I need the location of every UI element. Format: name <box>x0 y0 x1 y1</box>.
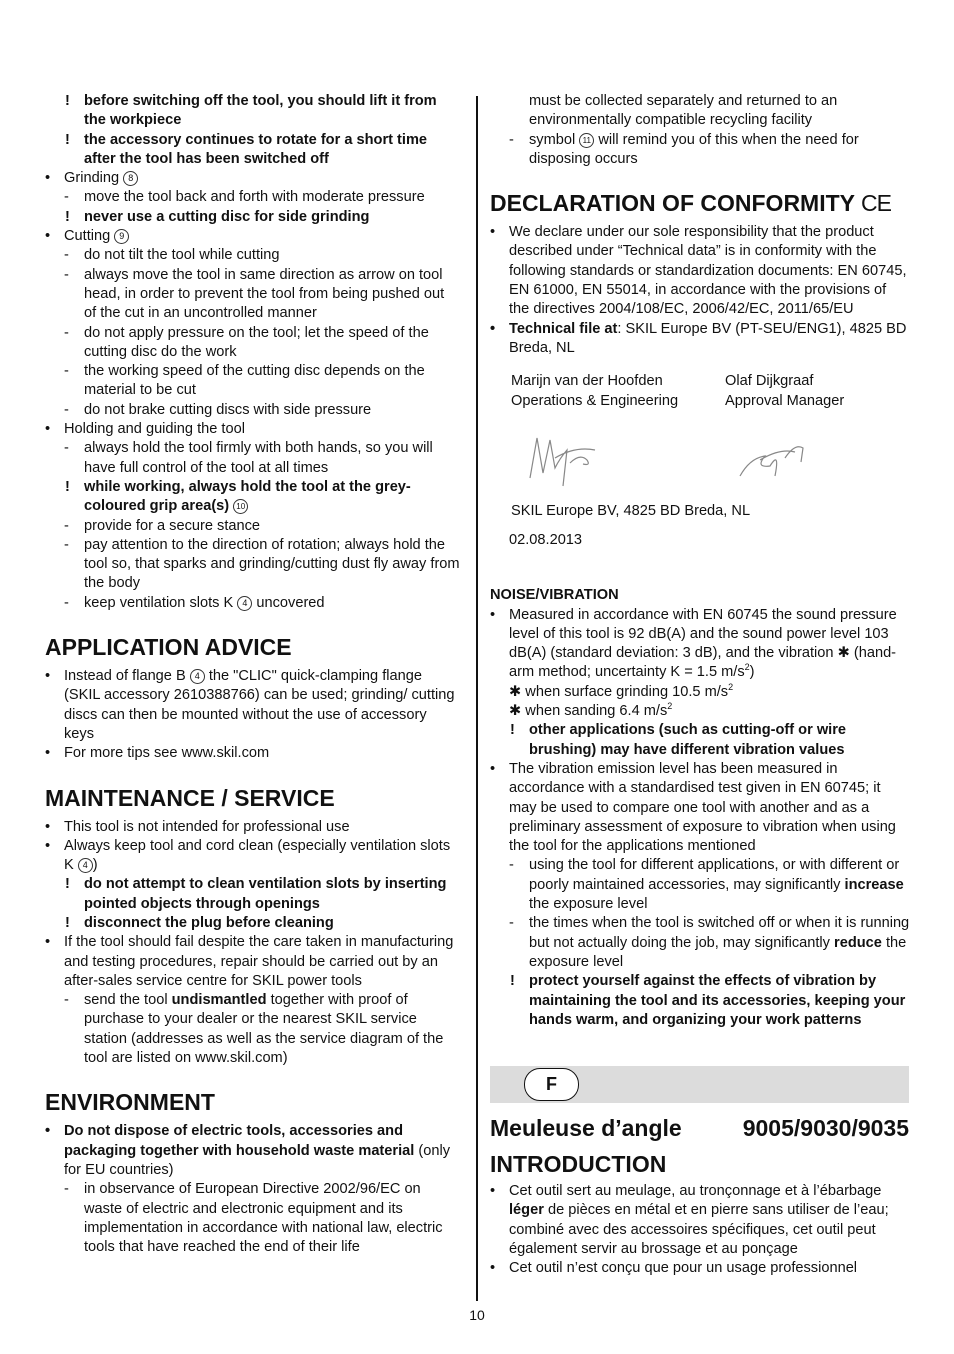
item-text: (hand-arm method; uncertainty K = 1.5 m/s <box>509 645 897 681</box>
item-text: do not tilt the tool while cutting <box>84 247 280 264</box>
bullet-mark: • <box>45 170 51 187</box>
item-text: ) <box>92 857 98 874</box>
emphasis-text: Do not dispose of electric tools, accessories and packaging together with household waste material <box>64 1123 415 1159</box>
item-text: when sanding 6.4 m/s <box>525 703 668 720</box>
bullet-mark: • <box>490 320 496 337</box>
signature-1-icon <box>525 428 600 493</box>
emphasis-text: undismantled <box>171 992 267 1009</box>
warning-mark: ! <box>65 914 70 931</box>
item-text: the working speed of the cutting disc depends on the material to be cut <box>84 363 425 399</box>
product-name: Meuleuse d’angle <box>490 1115 682 1141</box>
dash-mark: - <box>509 131 514 148</box>
dash-item <box>45 991 460 1068</box>
bullet-mark: • <box>490 606 496 623</box>
dash-item <box>45 1180 460 1257</box>
item-text: Grinding <box>64 170 120 187</box>
emphasis-text: reduce <box>834 934 882 951</box>
warning-text: the accessory continues to rotate for a short time after the tool has been switched off <box>84 131 428 167</box>
circled-reference: 9 <box>114 229 129 244</box>
dash-item <box>45 439 460 478</box>
dash-mark: - <box>64 363 69 380</box>
item-text: pay attention to the direction of rotation; always hold the tool so, that sparks and grinding/cutting dust fly away from the body <box>84 536 460 592</box>
item-text: in observance of European Directive 2002/96/EC on waste of electric and electronic equipment and its implementation in accordance with national law, electric tools that have reached the end of their life <box>84 1181 443 1256</box>
warning-item <box>45 875 460 914</box>
item-text: using the tool for different applications, or with different or poorly maintained accessories, may significantly <box>529 857 900 893</box>
item-text: keep ventilation slots K <box>84 594 234 611</box>
item-text: do not apply pressure on the tool; let the speed of the cutting disc do the work <box>84 324 429 360</box>
bullet-mark: • <box>45 837 51 854</box>
bullet-mark: • <box>490 760 496 777</box>
item-text: will remind you of this when the need for disposing occurs <box>529 131 859 167</box>
warning-text: disconnect the plug before cleaning <box>84 914 334 931</box>
item-text: when surface grinding 10.5 m/s <box>525 683 729 700</box>
item-text: move the tool back and forth with moderate pressure <box>84 189 425 206</box>
bullet-item <box>45 667 460 744</box>
circled-reference: 4 <box>237 596 252 611</box>
dash-item <box>45 324 460 363</box>
bullet-mark: • <box>45 745 51 762</box>
bullet-item-grinding <box>45 169 460 188</box>
product-title <box>490 1112 909 1144</box>
section-heading-environment: ENVIRONMENT <box>45 1089 215 1116</box>
warning-text: never use a cutting disc for side grinding <box>84 208 370 225</box>
emphasis-text: increase <box>844 876 904 893</box>
bullet-item <box>45 818 460 837</box>
signature-company: SKIL Europe BV, 4825 BD Breda, NL <box>511 503 751 520</box>
warning-mark: ! <box>65 876 70 893</box>
warning-item <box>45 92 460 131</box>
bullet-item <box>490 606 910 683</box>
bullet-mark: • <box>45 421 51 438</box>
dash-mark: - <box>64 594 69 611</box>
dash-mark: - <box>64 992 69 1009</box>
signatory-2 <box>725 372 844 411</box>
warning-mark: ! <box>510 722 515 739</box>
item-text: For more tips see www.skil.com <box>64 745 270 762</box>
bullet-item <box>490 1182 909 1259</box>
dash-item <box>45 594 460 613</box>
dash-item <box>45 517 460 536</box>
bullet-item <box>490 320 910 359</box>
dash-mark: - <box>64 1181 69 1198</box>
heading-text: DECLARATION OF CONFORMITY <box>490 190 855 217</box>
bullet-mark: • <box>45 1123 51 1140</box>
left-column <box>45 92 460 1257</box>
item-text: Cet outil n’est conçu que pour un usage professionnel <box>509 1260 858 1277</box>
signatory-name: Olaf Dijkgraaf <box>725 373 814 390</box>
emphasis-text: Technical file at <box>509 320 618 337</box>
bullet-item <box>45 933 460 991</box>
page-number: 10 <box>469 1307 485 1323</box>
item-text: always move the tool in same direction as arrow on tool head, in order to prevent the tool from being pushed out of the cut in an uncontrolled manner <box>84 266 445 322</box>
signatory-1 <box>511 372 678 411</box>
asterisk-icon: ✱ <box>509 703 522 720</box>
dash-mark: - <box>64 517 69 534</box>
french-section <box>490 1112 909 1278</box>
vibration-line <box>490 702 910 721</box>
bullet-mark: • <box>45 818 51 835</box>
dash-mark: - <box>64 324 69 341</box>
asterisk-icon: ✱ <box>837 645 850 662</box>
bullet-mark: • <box>45 668 51 685</box>
dash-item <box>490 856 910 914</box>
item-text: always hold the tool firmly with both hands, so you will have full control of the tool at all times <box>84 440 433 476</box>
item-text: Holding and guiding the tool <box>64 421 245 438</box>
signatory-role: Operations & Engineering <box>511 392 679 409</box>
item-text: the exposure level <box>529 896 648 913</box>
item-text: If the tool should fail despite the care taken in manufacturing and testing procedures, repair should be carried out by an after-sales service centre for SKIL power tools <box>64 934 454 989</box>
item-text: provide for a secure stance <box>84 517 261 534</box>
signature-block <box>490 358 910 582</box>
item-text: Measured in accordance with EN 60745 the sound pressure level of this tool is 92 dB(A) and the sound power level 103 dB(A) (standard deviation: 3 dB), and the vibration <box>509 606 897 662</box>
item-text: the times when the tool is switched off or when it is running but not actually doing the job, may significantly <box>529 915 910 951</box>
bullet-item <box>490 223 910 319</box>
language-badge: F <box>524 1068 579 1101</box>
superscript: 2 <box>667 701 673 712</box>
signature-date: 02.08.2013 <box>509 532 583 549</box>
dash-item <box>490 131 910 170</box>
section-heading-maintenance: MAINTENANCE / SERVICE <box>45 784 335 811</box>
continued-text <box>490 92 910 131</box>
dash-item <box>490 914 910 972</box>
item-text: (only for EU countries) <box>64 1142 451 1178</box>
dash-item <box>45 536 460 594</box>
vibration-line <box>490 683 910 702</box>
item-text: uncovered <box>256 594 325 611</box>
warning-mark: ! <box>65 131 70 148</box>
item-text: must be collected separately and returned to an environmentally compatible recycling facility <box>529 93 838 129</box>
item-text: do not brake cutting discs with side pressure <box>84 401 372 418</box>
dash-item <box>45 246 460 265</box>
item-text: ) <box>749 664 755 681</box>
signatory-role: Approval Manager <box>725 392 845 409</box>
product-model: 9005/9030/9035 <box>742 1115 909 1141</box>
warning-text: other applications (such as cutting-off or wire brushing) may have different vibration values <box>529 722 847 758</box>
item-text: together with proof of purchase to your dealer or the nearest SKIL service station (addresses as well as the service diagram of the tool are listed on www.skil.com) <box>84 992 444 1067</box>
item-text: the exposure level <box>529 934 907 970</box>
superscript: 2 <box>744 662 750 673</box>
dash-mark: - <box>509 915 514 932</box>
warning-item <box>45 478 460 517</box>
circled-reference: 4 <box>78 858 93 873</box>
warning-text: protect yourself against the effects of vibration by maintaining the tool and its accessories, keeping your hands warm, and organizing your work patterns <box>529 973 906 1028</box>
item-text: We declare under our sole responsibility that the product described under “Technical data” is in conformity with the following standards or standardization documents: EN 60745, EN 61000, EN 55014, in accordance with the provisions of the directives 2004/108/EC, 2006/42/EC, 2011/65/EU <box>509 224 907 318</box>
section-heading-introduction: INTRODUCTION <box>490 1151 667 1177</box>
warning-item <box>45 131 460 170</box>
dash-item <box>45 188 460 207</box>
bullet-item <box>490 760 910 856</box>
item-text: the "CLIC" quick-clamping flange (SKIL accessory 2610388766) can be used; grinding/ cutting discs can then be mounted without the use of accessory keys <box>64 668 455 742</box>
circled-reference: 11 <box>579 133 594 148</box>
item-text: Instead of flange B <box>64 668 186 685</box>
warning-text: while working, always hold the tool at the grey-coloured grip area(s) <box>84 478 411 515</box>
warning-mark: ! <box>510 973 515 990</box>
warning-text: do not attempt to clean ventilation slots by inserting pointed objects through openings <box>84 876 447 912</box>
warning-mark: ! <box>65 208 70 225</box>
bullet-mark: • <box>45 934 51 951</box>
circled-reference: 8 <box>123 171 138 186</box>
circled-reference: 4 <box>190 669 205 684</box>
dash-item <box>45 362 460 401</box>
ce-mark-icon: CE <box>860 190 891 217</box>
item-text: Cutting <box>64 228 111 245</box>
bullet-mark: • <box>490 224 496 241</box>
bullet-item <box>45 837 460 876</box>
bullet-item <box>45 1122 460 1180</box>
warning-item <box>45 914 460 933</box>
bullet-mark: • <box>45 228 51 245</box>
warning-text: before switching off the tool, you should lift it from the workpiece <box>84 93 437 129</box>
circled-reference: 10 <box>233 499 248 514</box>
item-text: This tool is not intended for professional use <box>64 818 350 835</box>
dash-mark: - <box>64 440 69 457</box>
section-heading-noise: NOISE/VIBRATION <box>490 587 619 604</box>
dash-item <box>45 401 460 420</box>
item-text: send the tool <box>84 992 168 1009</box>
warning-item <box>45 208 460 227</box>
dash-mark: - <box>64 536 69 553</box>
bullet-mark: • <box>490 1183 496 1199</box>
bullet-mark: • <box>490 1260 496 1277</box>
warning-item <box>490 972 910 1030</box>
emphasis-text: léger <box>509 1202 544 1219</box>
dash-mark: - <box>64 401 69 418</box>
bullet-item-holding <box>45 420 460 439</box>
dash-mark: - <box>64 189 69 206</box>
section-heading-application-advice: APPLICATION ADVICE <box>45 634 292 661</box>
item-text: : SKIL Europe BV (PT-SEU/ENG1), 4825 BD Breda, NL <box>509 320 907 356</box>
bullet-item <box>490 1259 909 1278</box>
dash-mark: - <box>64 266 69 283</box>
item-text: de pièces en métal et en pierre sans utiliser de l’eau; combiné avec des accessoires spécifiques, cet outil peut également servir au brossage et au ponçage <box>509 1202 889 1257</box>
asterisk-icon: ✱ <box>509 683 522 700</box>
warning-mark: ! <box>65 93 70 109</box>
bullet-item-cutting <box>45 227 460 246</box>
right-column <box>490 92 910 1030</box>
warning-mark: ! <box>65 478 70 495</box>
superscript: 2 <box>728 681 734 692</box>
warning-item <box>490 721 910 760</box>
item-text: The vibration emission level has been measured in accordance with a standardised test given in EN 60745; it may be used to compare one tool with another and as a preliminary assessment of exposure to vibration when using the tool for the applications mentioned <box>509 760 896 855</box>
item-text: Always keep tool and cord clean (especially ventilation slots K <box>64 837 451 874</box>
column-divider <box>476 96 478 1301</box>
item-text: symbol <box>529 131 576 148</box>
item-text: Cet outil sert au meulage, au tronçonnage et à l’ébarbage <box>509 1183 882 1199</box>
dash-mark: - <box>64 247 69 264</box>
signatory-name: Marijn van der Hoofden <box>511 373 663 390</box>
signature-2-icon <box>735 438 810 483</box>
section-heading-declaration <box>490 189 910 217</box>
bullet-item <box>45 744 460 763</box>
language-bar <box>490 1066 909 1103</box>
dash-mark: - <box>509 857 514 874</box>
dash-item <box>45 266 460 324</box>
